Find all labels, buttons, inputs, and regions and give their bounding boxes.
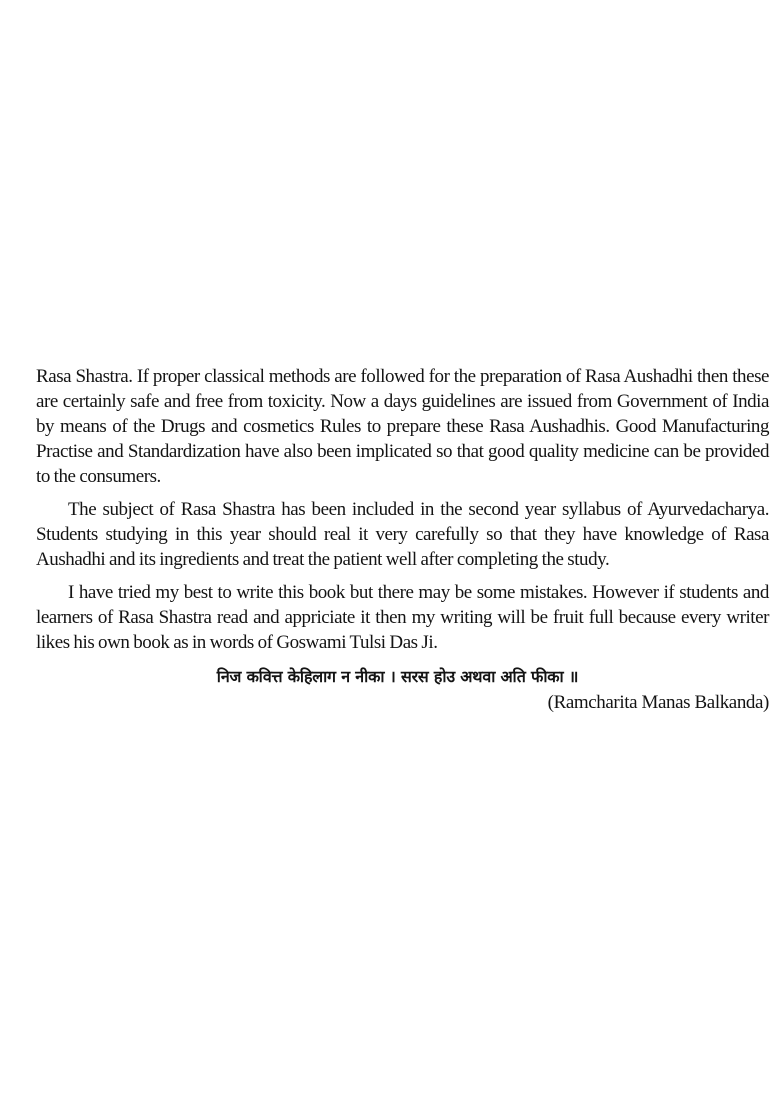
- verse-citation: (Ramcharita Manas Balkanda): [547, 692, 769, 713]
- paragraph-intro: Rasa Shastra. If proper classical methods are followed for the preparation of Rasa Aushadhi then these are certainly safe and free from toxicity. Now a days guidelines are issued from Government of India by means of the Drugs and cosmetics Rules to prepare these Rasa Aushadhis. Good Manufacturing Practise and Standardization have also been implicated so that good quality medicine can be provided to the consumers.: [36, 366, 769, 487]
- preface-text-block: [36, 364, 769, 715]
- paragraph-author-note: I have tried my best to write this book but there may be some mistakes. However if students and learners of Rasa Shastra read and appriciate it then my writing will be fruit full because every writer likes his own book as in words of Goswami Tulsi Das Ji.: [36, 582, 769, 653]
- paragraph-syllabus: The subject of Rasa Shastra has been included in the second year syllabus of Ayurvedacharya. Students studying in this year should real it very carefully so that they have knowledge of Rasa Aushadhi and its ingredients and treat the patient well after completing the study.: [36, 499, 769, 570]
- hindi-verse: निज कवित्त केहिलाग न नीका । सरस होउ अथवा अति फीका ॥: [216, 667, 579, 686]
